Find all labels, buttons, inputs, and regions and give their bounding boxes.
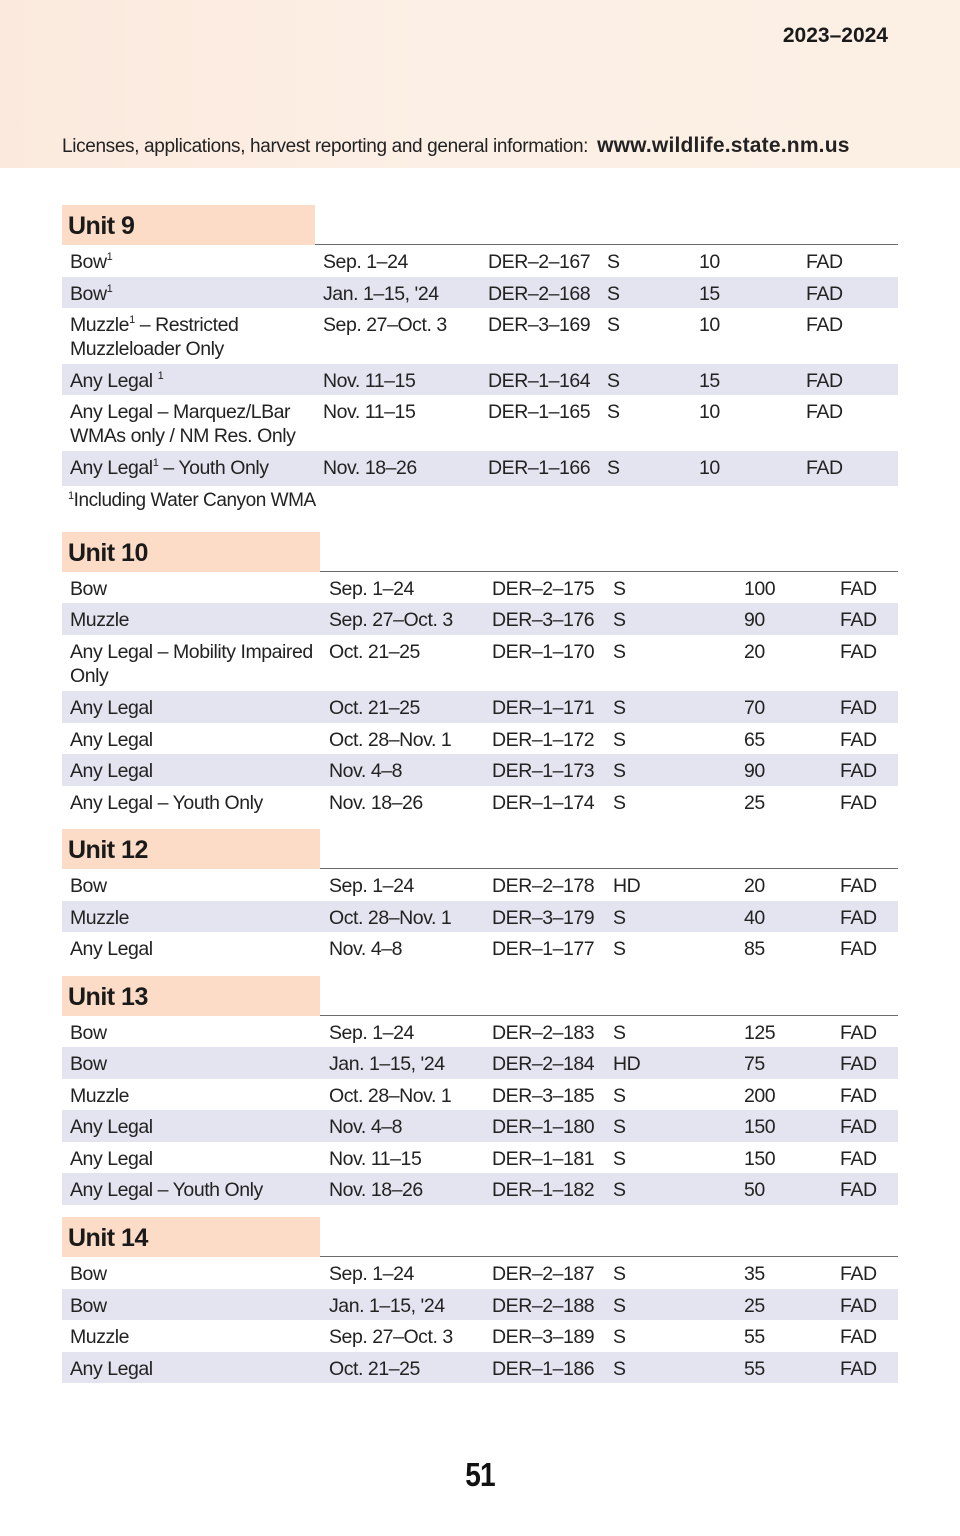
table-row xyxy=(62,1142,898,1173)
table-row xyxy=(62,277,898,308)
bag-limit: S xyxy=(613,1263,626,1285)
license-count: 15 xyxy=(699,370,720,392)
draw-type: FAD xyxy=(840,792,877,814)
table-row xyxy=(62,395,898,451)
table-row xyxy=(62,245,898,277)
draw-type: FAD xyxy=(840,1022,877,1044)
table-row xyxy=(62,364,898,395)
license-count: 20 xyxy=(744,875,765,897)
draw-type: FAD xyxy=(840,697,877,719)
hunt-dates: Oct. 21–25 xyxy=(329,697,420,719)
info-line xyxy=(62,134,850,158)
license-count: 20 xyxy=(744,641,765,663)
bag-limit: S xyxy=(613,1085,626,1107)
hunt-code: DER–1–174 xyxy=(492,792,595,814)
table-row xyxy=(62,1320,898,1352)
license-count: 85 xyxy=(744,938,765,960)
hunt-dates: Nov. 4–8 xyxy=(329,938,403,960)
hunt-dates: Jan. 1–15, '24 xyxy=(323,283,439,305)
license-count: 10 xyxy=(699,314,720,336)
table-row xyxy=(62,1289,898,1320)
table-row xyxy=(62,635,898,691)
hunt-code: DER–2–183 xyxy=(492,1022,595,1044)
bag-limit: S xyxy=(613,1116,626,1138)
hunt-dates: Sep. 1–24 xyxy=(329,875,414,897)
license-count: 150 xyxy=(744,1116,776,1138)
hunt-type: Any Legal – Youth Only xyxy=(70,1179,263,1201)
hunt-type: Any Legal xyxy=(70,729,153,751)
bag-limit: S xyxy=(607,251,620,273)
license-count: 35 xyxy=(744,1263,765,1285)
table-row xyxy=(62,1110,898,1142)
unit-header xyxy=(62,1217,898,1257)
hunt-code: DER–2–178 xyxy=(492,875,595,897)
page-number: 51 xyxy=(465,1456,495,1493)
hunt-type: Any Legal – Mobility Impaired Only xyxy=(70,641,313,687)
draw-type: FAD xyxy=(840,1358,877,1380)
license-count: 50 xyxy=(744,1179,765,1201)
hunt-dates: Sep. 27–Oct. 3 xyxy=(323,314,447,336)
hunt-type: Any Legal xyxy=(70,938,153,960)
license-count: 75 xyxy=(744,1053,765,1075)
hunt-type: Any Legal – Marquez/LBar WMAs only / NM Res. Only xyxy=(70,401,296,447)
year-label: 2023–2024 xyxy=(782,24,888,47)
hunt-type: Bow xyxy=(70,1295,107,1317)
hunt-code: DER–3–189 xyxy=(492,1326,595,1348)
table-row xyxy=(62,451,898,486)
bag-limit: S xyxy=(613,1358,626,1380)
hunt-code: DER–1–172 xyxy=(492,729,595,751)
table-row xyxy=(62,869,898,901)
info-text: Licenses, applications, harvest reporting and general information: xyxy=(62,136,589,157)
footnote-marker: 1 xyxy=(157,370,164,382)
hunt-code: DER–3–185 xyxy=(492,1085,595,1107)
hunt-dates: Oct. 28–Nov. 1 xyxy=(329,907,452,929)
bag-limit: S xyxy=(613,1148,626,1170)
hunt-type: Bow xyxy=(70,1263,107,1285)
table-row xyxy=(62,1173,898,1205)
draw-type: FAD xyxy=(806,314,843,336)
license-count: 150 xyxy=(744,1148,776,1170)
hunt-dates: Nov. 18–26 xyxy=(329,1179,423,1201)
hunt-dates: Sep. 1–24 xyxy=(329,1022,414,1044)
hunt-type: Muzzle$^1$ – Restricted Muzzleloader Only xyxy=(70,314,239,360)
hunt-type: Any Legal xyxy=(70,1148,153,1170)
unit-header xyxy=(62,829,898,869)
license-count: 125 xyxy=(744,1022,776,1044)
draw-type: FAD xyxy=(840,609,877,631)
hunt-dates: Nov. 4–8 xyxy=(329,1116,403,1138)
unit-title: Unit 13 xyxy=(62,976,320,1016)
table-row xyxy=(62,1047,898,1079)
draw-type: FAD xyxy=(806,251,843,273)
unit-title: Unit 10 xyxy=(62,532,320,572)
bag-limit: HD xyxy=(613,875,641,897)
table-row xyxy=(62,932,898,964)
hunt-code: DER–1–165 xyxy=(488,401,591,423)
draw-type: FAD xyxy=(840,938,877,960)
hunt-code: DER–1–164 xyxy=(488,370,591,392)
bag-limit: S xyxy=(613,792,626,814)
table-row xyxy=(62,1257,898,1289)
hunt-code: DER–2–184 xyxy=(492,1053,595,1075)
hunt-type: Muzzle xyxy=(70,1085,130,1107)
hunt-type: Bow xyxy=(70,578,107,600)
draw-type: FAD xyxy=(840,1179,877,1201)
draw-type: FAD xyxy=(840,729,877,751)
hunt-dates: Sep. 1–24 xyxy=(329,1263,414,1285)
hunt-dates: Oct. 28–Nov. 1 xyxy=(329,729,452,751)
hunt-type: Bow xyxy=(70,1053,107,1075)
license-count: 90 xyxy=(744,609,765,631)
bag-limit: S xyxy=(613,1326,626,1348)
bag-limit: S xyxy=(607,401,620,423)
hunt-dates: Sep. 1–24 xyxy=(329,578,414,600)
draw-type: FAD xyxy=(840,1053,877,1075)
bag-limit: S xyxy=(613,1295,626,1317)
draw-type: FAD xyxy=(806,370,843,392)
hunt-type: Any Legal xyxy=(70,760,153,782)
website-link[interactable]: www.wildlife.state.nm.us xyxy=(597,134,850,157)
draw-type: FAD xyxy=(806,457,843,479)
hunt-type: Muzzle xyxy=(70,1326,130,1348)
footnote-marker: 1 xyxy=(106,283,113,295)
draw-type: FAD xyxy=(840,578,877,600)
table-row xyxy=(62,572,898,603)
bag-limit: S xyxy=(613,729,626,751)
table-row xyxy=(62,901,898,932)
unit-header xyxy=(62,532,898,572)
table-row xyxy=(62,754,898,786)
hunt-code: DER–1–180 xyxy=(492,1116,595,1138)
hunt-code: DER–1–177 xyxy=(492,938,595,960)
hunt-type: Any Legal xyxy=(70,1358,153,1380)
unit-section xyxy=(62,532,898,817)
bag-limit: S xyxy=(613,1179,626,1201)
license-count: 70 xyxy=(744,697,765,719)
hunt-type: Any Legal $^1$ xyxy=(70,370,164,392)
hunt-type: Bow xyxy=(70,875,107,897)
hunt-dates: Nov. 18–26 xyxy=(323,457,417,479)
bag-limit: S xyxy=(613,578,626,600)
footnote: $^1$Including Water Canyon WMA xyxy=(68,490,316,511)
hunt-dates: Sep. 27–Oct. 3 xyxy=(329,1326,453,1348)
bag-limit: S xyxy=(613,1022,626,1044)
hunt-dates: Nov. 11–15 xyxy=(323,401,416,423)
license-count: 90 xyxy=(744,760,765,782)
footnote-marker: 1 xyxy=(129,314,135,326)
license-count: 10 xyxy=(699,457,720,479)
hunt-dates: Sep. 1–24 xyxy=(323,251,408,273)
hunt-type: Bow$^1$ xyxy=(70,283,113,305)
unit-section xyxy=(62,205,898,512)
table-row xyxy=(62,723,898,754)
unit-section xyxy=(62,1217,898,1383)
draw-type: FAD xyxy=(840,907,877,929)
bag-limit: HD xyxy=(613,1053,641,1075)
hunt-code: DER–2–168 xyxy=(488,283,591,305)
license-count: 200 xyxy=(744,1085,776,1107)
hunt-type: Any Legal xyxy=(70,1116,153,1138)
hunt-code: DER–2–188 xyxy=(492,1295,595,1317)
draw-type: FAD xyxy=(840,1295,877,1317)
hunt-type: Muzzle xyxy=(70,907,130,929)
hunt-dates: Oct. 28–Nov. 1 xyxy=(329,1085,452,1107)
license-count: 10 xyxy=(699,251,720,273)
table-row xyxy=(62,308,898,364)
table-row xyxy=(62,603,898,635)
hunt-dates: Oct. 21–25 xyxy=(329,1358,420,1380)
bag-limit: S xyxy=(607,370,620,392)
hunt-dates: Nov. 11–15 xyxy=(329,1148,422,1170)
draw-type: FAD xyxy=(806,401,843,423)
bag-limit: S xyxy=(607,314,620,336)
hunt-code: DER–1–170 xyxy=(492,641,595,663)
footnote-marker: 1 xyxy=(152,457,159,469)
hunt-type: Bow xyxy=(70,1022,107,1044)
hunt-dates: Nov. 18–26 xyxy=(329,792,423,814)
draw-type: FAD xyxy=(840,1263,877,1285)
table-row xyxy=(62,1079,898,1110)
license-count: 55 xyxy=(744,1326,765,1348)
unit-title: Unit 9 xyxy=(62,205,315,245)
license-count: 15 xyxy=(699,283,720,305)
hunt-code: DER–2–167 xyxy=(488,251,591,273)
license-count: 25 xyxy=(744,1295,765,1317)
hunt-code: DER–2–175 xyxy=(492,578,595,600)
bag-limit: S xyxy=(613,697,626,719)
hunt-code: DER–3–169 xyxy=(488,314,591,336)
bag-limit: S xyxy=(613,641,626,663)
hunt-code: DER–1–181 xyxy=(492,1148,595,1170)
table-row xyxy=(62,786,898,817)
draw-type: FAD xyxy=(840,875,877,897)
hunt-dates: Sep. 27–Oct. 3 xyxy=(329,609,453,631)
hunt-dates: Jan. 1–15, '24 xyxy=(329,1053,445,1075)
draw-type: FAD xyxy=(840,1148,877,1170)
draw-type: FAD xyxy=(806,283,843,305)
hunt-code: DER–1–173 xyxy=(492,760,595,782)
license-count: 25 xyxy=(744,792,765,814)
hunt-code: DER–2–187 xyxy=(492,1263,595,1285)
hunt-type: Any Legal – Youth Only xyxy=(70,792,263,814)
hunt-type: Any Legal$^1$ – Youth Only xyxy=(70,457,269,479)
unit-section xyxy=(62,829,898,964)
bag-limit: S xyxy=(613,938,626,960)
hunt-dates: Jan. 1–15, '24 xyxy=(329,1295,445,1317)
bag-limit: S xyxy=(613,609,626,631)
table-row xyxy=(62,1016,898,1047)
hunt-dates: Nov. 11–15 xyxy=(323,370,416,392)
draw-type: FAD xyxy=(840,1085,877,1107)
hunt-code: DER–1–186 xyxy=(492,1358,595,1380)
hunt-code: DER–1–166 xyxy=(488,457,591,479)
draw-type: FAD xyxy=(840,641,877,663)
footnote-marker: 1 xyxy=(106,251,113,263)
hunt-code: DER–1–182 xyxy=(492,1179,595,1201)
hunt-code: DER–3–179 xyxy=(492,907,595,929)
bag-limit: S xyxy=(613,907,626,929)
hunt-dates: Nov. 4–8 xyxy=(329,760,403,782)
license-count: 10 xyxy=(699,401,720,423)
draw-type: FAD xyxy=(840,1116,877,1138)
hunt-type: Muzzle xyxy=(70,609,130,631)
unit-header xyxy=(62,976,898,1016)
draw-type: FAD xyxy=(840,760,877,782)
bag-limit: S xyxy=(613,760,626,782)
hunt-code: DER–1–171 xyxy=(492,697,595,719)
table-row xyxy=(62,1352,898,1383)
unit-title: Unit 14 xyxy=(62,1217,320,1257)
unit-title: Unit 12 xyxy=(62,829,320,869)
bag-limit: S xyxy=(607,283,620,305)
table-row xyxy=(62,691,898,723)
license-count: 40 xyxy=(744,907,765,929)
bag-limit: S xyxy=(607,457,620,479)
license-count: 55 xyxy=(744,1358,765,1380)
hunt-code: DER–3–176 xyxy=(492,609,595,631)
hunt-type: Any Legal xyxy=(70,697,153,719)
license-count: 65 xyxy=(744,729,765,751)
unit-header xyxy=(62,205,898,245)
hunt-type: Bow$^1$ xyxy=(70,251,113,273)
draw-type: FAD xyxy=(840,1326,877,1348)
hunt-dates: Oct. 21–25 xyxy=(329,641,420,663)
footnote-marker: 1 xyxy=(68,490,74,502)
unit-section xyxy=(62,976,898,1205)
license-count: 100 xyxy=(744,578,776,600)
